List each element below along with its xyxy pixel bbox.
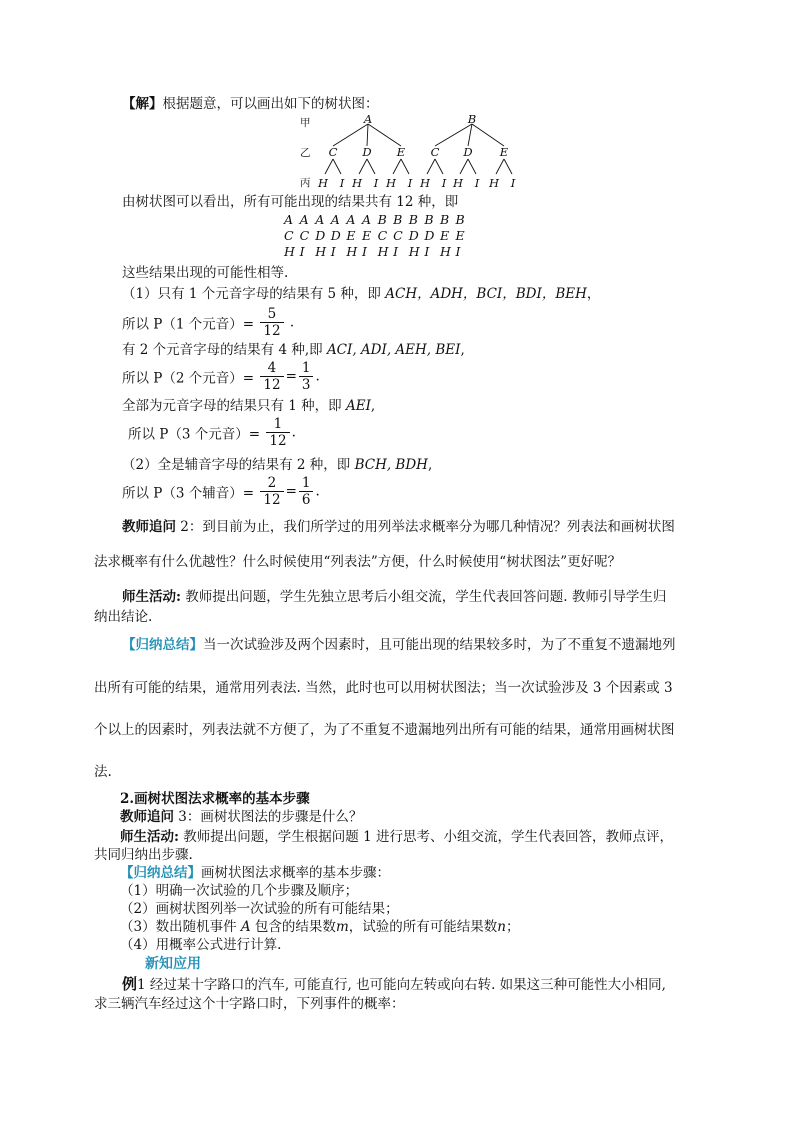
solution-intro [122,95,379,113]
tree-row-label-3: 丙 [300,177,311,189]
summary-1-line-2: 出所有可能的结果，通常用列表法. 当然，此时也可以用树状图法；当一次试验涉及 3 个因素或 3 [94,680,673,696]
tree-root-b: B [467,112,477,126]
tree-row-label-2: 乙 [300,147,311,159]
activity-2-cont: 共同归纳出步骤. [94,847,193,863]
part1-prob-1: 所以 P（1 个元音）= $\frac{5}{12}$ . [122,306,295,339]
tree-node-c1: C [328,145,338,159]
teacher-question-3: 教师追问 3：画树状图法的步骤是什么？ [120,809,363,825]
tree-row-label-1: 甲 [300,117,311,129]
outcome-row-1: A A A A A A B B B B B B [284,212,465,227]
part1-three-vowel: 全部为元音字母的结果只有 1 种，即 AEI, [122,398,376,414]
activity-1-cont: 纳出结论. [94,609,153,625]
activity-1: 师生活动: 教师提出问题，学生先独立思考后小组交流，学生代表回答问题. 教师引导学生归 [122,589,667,605]
tree-leaf: H [488,176,500,190]
outcome-row-2: C C D D E E C C D D E E [284,228,465,243]
tree-diagram [295,112,525,192]
teacher-question-2: 教师追问 2：到目前为止，我们所学过的用列举法求概率分为哪几种情况？列表法和画树状图 [122,519,675,535]
step-3: （3）数出随机事件 A 包含的结果数m，试验的所有可能结果数n； [120,919,520,935]
step-1: （1）明确一次试验的几个步骤及顺序； [120,883,359,899]
part1-two-vowel: 有 2 个元音字母的结果有 4 种,即 ACI, ADI, AEH, BEI, [122,342,465,358]
tree-leaf: H [351,176,363,190]
tree-leaf: H [419,176,431,190]
solution-text: 根据题意，可以画出如下的树状图： [162,96,379,112]
tree-leaf: H [317,176,329,190]
tree-node-c2: C [430,145,440,159]
summary-2: 【归纳总结】画树状图法求概率的基本步骤： [120,865,390,881]
tree-node-d2: D [463,145,473,159]
step-4: （4）用概率公式进行计算. [120,937,282,953]
outcome-row-3: H I H I H I H I H I H I [284,244,461,259]
step-2: （2）画树状图列举一次试验的所有可能结果； [120,901,399,917]
equally-likely-text: 这些结果出现的可能性相等. [122,265,289,281]
tree-leaf: I [441,176,447,190]
summary-tag: 【归纳总结】 [122,637,203,653]
tree-node-d1: D [362,145,372,159]
part1-one-vowel: （1）只有 1 个元音字母的结果有 5 种，即 ACH，ADH，BCI，BDI，BEH， [122,286,601,302]
summary-1: 【归纳总结】当一次试验涉及两个因素时，且可能出现的结果较多时，为了不重复不遗漏地列 [122,637,676,653]
summary-1-line-3: 个以上的因素时，列表法就不方便了，为了不重复不遗漏地列出所有可能的结果，通常用画树状图 [94,722,675,738]
tree-leaf: I [339,176,345,190]
teacher-question-2-cont: 法求概率有什么优越性？什么时候使用“列表法”方便，什么时候使用“树状图法”更好呢？ [94,554,622,570]
tree-node-e1: E [396,145,406,159]
section-heading: 2.画树状图法求概率的基本步骤 [120,791,310,807]
part2-prob: 所以 P（3 个辅音）= $\frac{2}{12}$ = $\frac{1}{6}$ . [122,475,320,508]
tree-leaf: H [452,176,464,190]
solution-tag: 【解】 [122,96,163,112]
example-1-cont: 求三辆汽车经过这个十字路口时，下列事件的概率： [94,996,405,1012]
tree-node-e2: E [499,145,509,159]
tree-leaf: I [474,176,480,190]
tree-leaf: H [385,176,397,190]
summary-tag: 【归纳总结】 [120,865,201,881]
tree-leaf: I [407,176,413,190]
part1-prob-2: 所以 P（2 个元音）= $\frac{4}{12}$ = $\frac{1}{3}$ . [122,360,320,393]
tree-leaf: I [373,176,379,190]
summary-1-line-4: 法. [94,764,112,780]
activity-2: 师生活动: 教师提出问题，学生根据问题 1 进行思考、小组交流，学生代表回答，教师点评， [120,829,673,845]
tree-root-a: A [363,112,373,126]
tree-leaf: I [510,176,516,190]
example-1: 例1 经过某十字路口的汽车, 可能直行, 也可能向左转或向右转. 如果这三种可能性大小相同, [122,975,666,993]
outcome-intro: 由树状图可以看出，所有可能出现的结果共有 12 种，即 [122,194,459,210]
part1-prob-3: 所以 P（3 个元音）= $\frac{1}{12}$ . [128,416,296,449]
part2-consonant: （2）全是辅音字母的结果有 2 种，即 BCH, BDH, [122,457,433,473]
new-knowledge-heading: 新知应用 [145,956,201,972]
